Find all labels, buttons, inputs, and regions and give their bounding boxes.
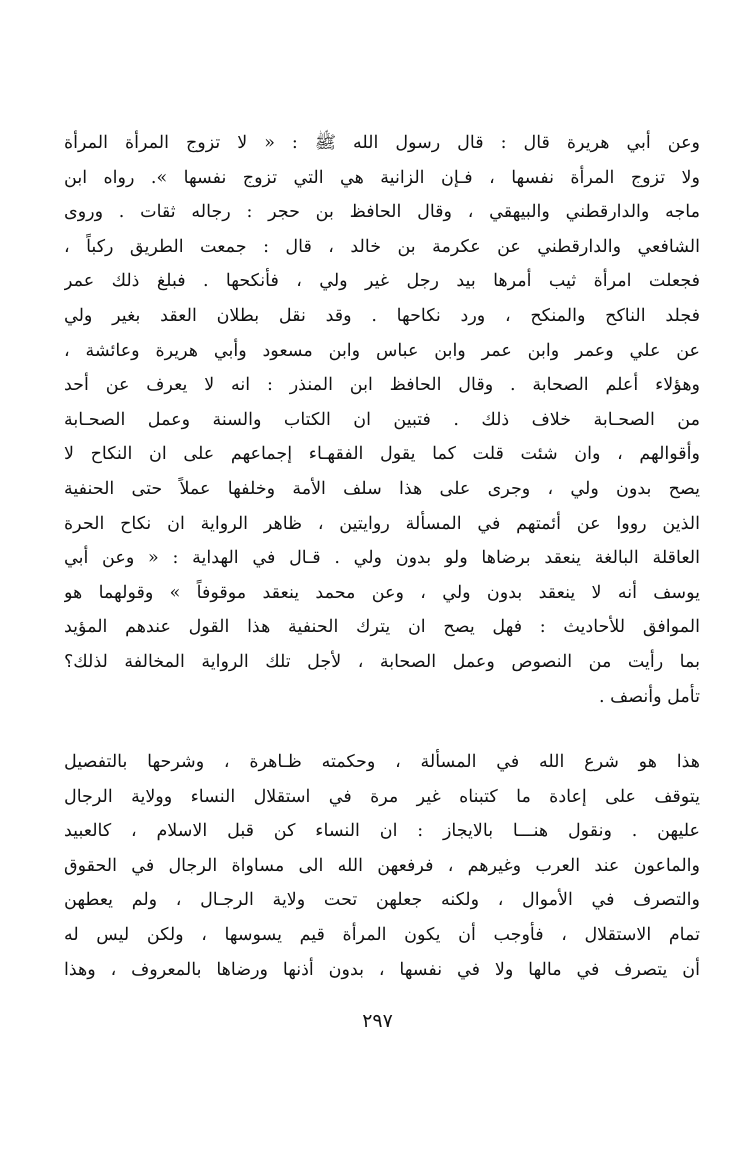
text-line: يتوقف على إعادة ما كتبناه غير مرة في استقلال النساء وولاية الرجال: [64, 786, 700, 807]
text-line: الموافق للأحاديث : فهل يصح ان يترك الحنفية هذا القول عندهم المؤيد: [64, 617, 700, 638]
text-line: ولا تزوج المرأة نفسها ، فـإن الزانية هي التي تزوج نفسها ». رواه ابن: [64, 167, 700, 188]
text-line: عن علي وعمر وابن عمر وابن عباس وابن مسعود وأبي هريرة وعائشة ،: [64, 340, 700, 361]
text-line: هذا هو شرع الله في المسألة ، وحكمته ظـاهرة ، وشرحها بالتفصيل: [64, 752, 700, 773]
text-line: فجلد الناكح والمنكح ، ورد نكاحها . وقد نقل بطلان العقد بغير ولي: [64, 305, 700, 326]
text-line: والتصرف في الأموال ، ولكنه جعلهن تحت ولاية الرجـال ، ولم يعطهن: [64, 890, 700, 911]
text-line: عليهن . ونقول هنـــا بالايجاز : ان النساء كن قبل الاسلام ، كالعبيد: [64, 821, 700, 842]
text-line: أن يتصرف في مالها ولا في نفسها ، بدون أذنها ورضاها بالمعروف ، وهذا: [64, 959, 700, 980]
page-number: ٢٩٧: [362, 1010, 393, 1032]
text-line: تأمل وأنصف .: [599, 686, 700, 707]
text-line: يوسف أنه لا ينعقد بدون ولي ، وعن محمد ينعقد موقوفاً » وقولهما هو: [64, 582, 700, 603]
text-line: العاقلة البالغة ينعقد برضاها ولو بدون ولي . قـال في الهداية : « وعن أبي: [64, 548, 700, 569]
book-page-body: [64, 126, 700, 987]
text-line: والماعون عند العرب وغيرهم ، فرفعهن الله الى مساواة الرجال في الحقوق: [64, 855, 700, 876]
text-line: من الصحـابة خلاف ذلك . فتبين ان الكتاب والسنة وعمل الصحـابة: [64, 409, 700, 430]
text-line: يصح بدون ولي ، وجرى على هذا سلف الأمة وخلفها عملاً حتى الحنفية: [64, 478, 700, 499]
text-line: بما رأيت من النصوص وعمل الصحابة ، لأجل تلك الرواية المخالفة لذلك؟: [64, 651, 700, 672]
text-line: فجعلت امرأة ثيب أمرها بيد رجل غير ولي ، فأنكحها . فبلغ ذلك عمر: [64, 271, 700, 292]
text-line: ماجه والدارقطني والبيهقي ، وقال الحافظ بن حجر : رجاله ثقات . وروى: [64, 202, 700, 223]
text-line: وهؤلاء أعلم الصحابة . وقال الحافظ ابن المنذر : انه لا يعرف عن أحد: [64, 375, 700, 396]
paragraph-2: [64, 745, 700, 987]
text-line: وعن أبي هريرة قال : قال رسول الله ﷺ : « لا تزوج المرأة المرأة: [64, 133, 700, 153]
text-line: تمام الاستقلال ، فأوجب أن يكون المرأة قيم يسوسها ، ولكن ليس له: [64, 925, 700, 946]
text-line: الشافعي والدارقطني عن عكرمة بن خالد ، قال : جمعت الطريق ركباً ،: [64, 236, 700, 257]
paragraph-1: [64, 126, 700, 714]
text-line: وأقوالهم ، وان شئت قلت كما يقول الفقهـاء إجماعهم على ان النكاح لا: [64, 444, 700, 465]
text-line: الذين رووا عن أئمتهم في المسألة روايتين ، ظاهر الرواية ان نكاح الحرة: [64, 513, 700, 534]
